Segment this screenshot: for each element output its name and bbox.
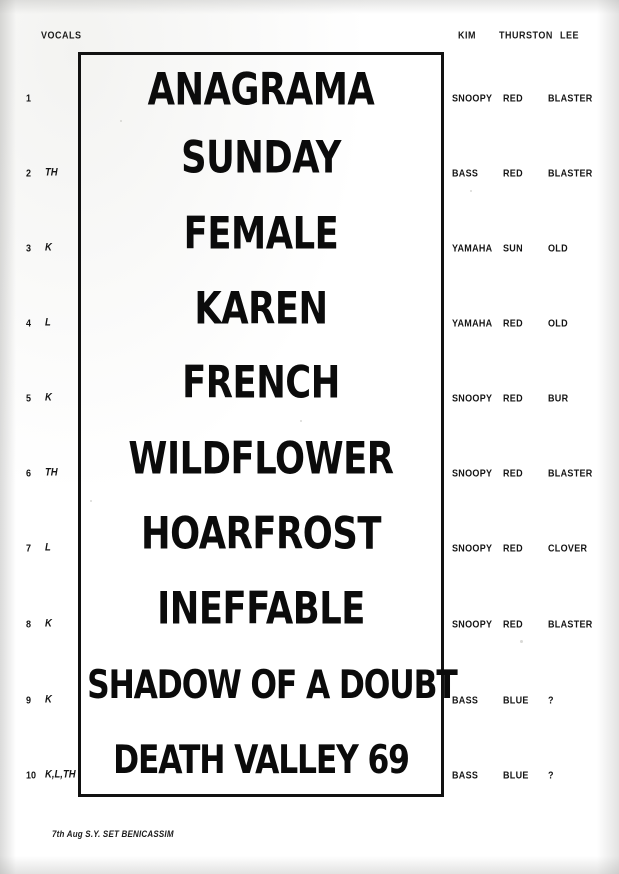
song-thurston-gear: RED (503, 92, 523, 104)
song-title: SUNDAY (181, 131, 341, 183)
song-thurston-gear: BLUE (503, 769, 529, 781)
scan-speck (470, 190, 472, 192)
song-title: HOARFROST (140, 507, 381, 559)
song-thurston-gear: RED (503, 392, 523, 404)
song-title: SHADOW OF A DOUBT (87, 661, 457, 708)
paper-edge-shadow-top (0, 0, 619, 14)
song-index: 4 (26, 317, 32, 329)
song-index: 8 (26, 618, 32, 630)
song-vocalist: K (45, 693, 52, 706)
song-lee-gear: BLASTER (548, 467, 593, 479)
song-title: FEMALE (183, 207, 339, 259)
song-index: 3 (26, 242, 32, 254)
song-kim-gear: SNOOPY (452, 392, 493, 404)
song-kim-gear: SNOOPY (452, 467, 493, 479)
song-title: FRENCH (182, 356, 340, 408)
song-kim-gear: BASS (452, 769, 479, 781)
song-lee-gear: OLD (548, 242, 568, 254)
scan-speck (520, 640, 523, 643)
song-kim-gear: SNOOPY (452, 92, 493, 104)
song-thurston-gear: SUN (503, 242, 523, 254)
paper-edge-shadow-left (0, 0, 16, 874)
paper-edge-shadow-bottom (0, 856, 619, 874)
song-kim-gear: SNOOPY (452, 542, 493, 554)
song-kim-gear: YAMAHA (452, 317, 493, 329)
song-thurston-gear: RED (503, 317, 523, 329)
song-vocalist: TH (45, 466, 58, 479)
song-index: 1 (26, 92, 32, 104)
column-header-vocals: VOCALS (41, 29, 82, 41)
song-lee-gear: BUR (548, 392, 569, 404)
song-thurston-gear: RED (503, 167, 523, 179)
song-lee-gear: CLOVER (548, 542, 588, 554)
column-header-lee: LEE (560, 29, 580, 41)
song-kim-gear: BASS (452, 694, 479, 706)
song-lee-gear: ? (548, 769, 554, 781)
song-thurston-gear: RED (503, 618, 523, 630)
song-lee-gear: BLASTER (548, 618, 593, 630)
song-title: WILDFLOWER (128, 432, 394, 484)
song-kim-gear: YAMAHA (452, 242, 493, 254)
song-index: 10 (26, 769, 37, 781)
song-lee-gear: ? (548, 694, 554, 706)
song-title: DEATH VALLEY 69 (113, 736, 409, 783)
song-index: 6 (26, 467, 32, 479)
song-lee-gear: BLASTER (548, 92, 593, 104)
song-vocalist: TH (45, 166, 58, 179)
song-kim-gear: BASS (452, 167, 479, 179)
song-index: 2 (26, 167, 32, 179)
song-lee-gear: OLD (548, 317, 568, 329)
song-vocalist: K (45, 617, 52, 630)
song-lee-gear: BLASTER (548, 167, 593, 179)
song-index: 5 (26, 392, 32, 404)
song-index: 7 (26, 542, 32, 554)
song-index: 9 (26, 694, 32, 706)
column-header-kim: KIM (458, 29, 476, 41)
song-kim-gear: SNOOPY (452, 618, 493, 630)
song-vocalist: L (45, 541, 51, 554)
song-thurston-gear: BLUE (503, 694, 529, 706)
song-vocalist: K,L,TH (45, 768, 76, 781)
paper-edge-shadow-right (597, 0, 619, 874)
song-vocalist: K (45, 241, 52, 254)
song-thurston-gear: RED (503, 542, 523, 554)
song-title: KAREN (194, 282, 328, 334)
song-vocalist: L (45, 316, 51, 329)
song-title: ANAGRAMA (147, 63, 375, 115)
song-vocalist: K (45, 391, 52, 404)
footnote: 7th Aug S.Y. SET BENICASSIM (52, 829, 174, 840)
song-title: INEFFABLE (157, 582, 365, 634)
column-header-thurston: THURSTON (499, 29, 553, 41)
song-thurston-gear: RED (503, 467, 523, 479)
